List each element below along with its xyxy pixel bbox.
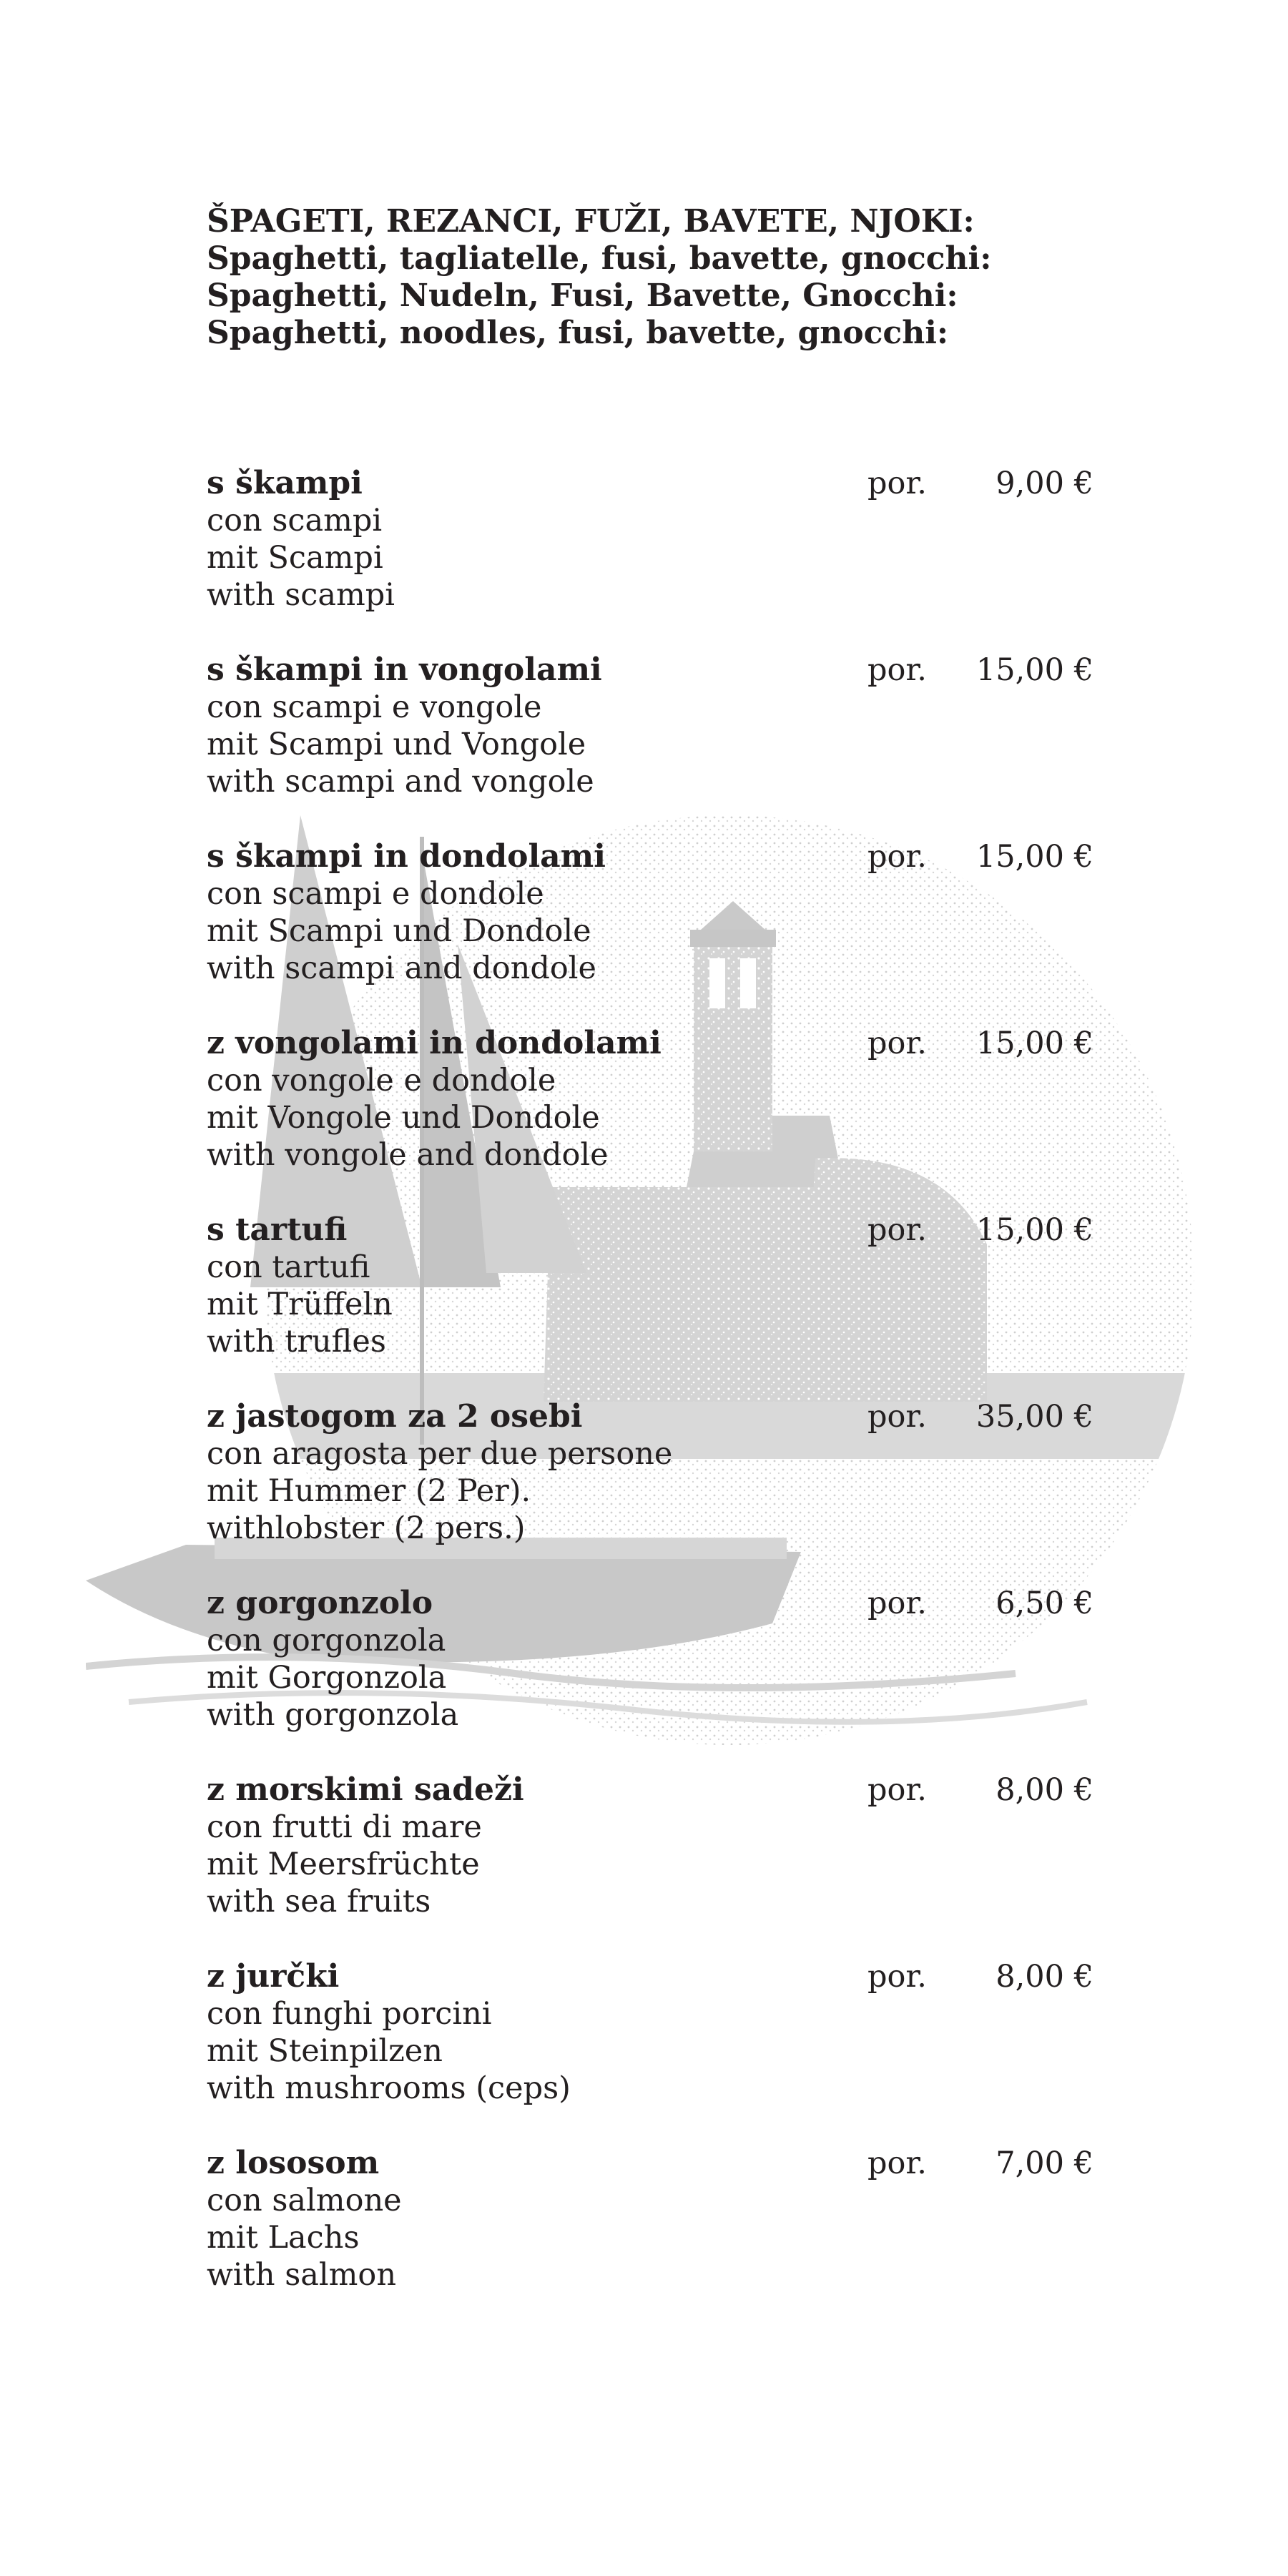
item-desc-it: con salmone [207, 2183, 402, 2218]
item-price: 6,50 € [996, 1586, 1093, 1621]
item-name: z lososom [207, 2145, 380, 2181]
item-price: 15,00 € [975, 1212, 1093, 1248]
item-unit: por. [867, 1212, 927, 1248]
item-desc-en: with scampi and dondole [207, 950, 596, 986]
item-desc-en: with scampi and vongole [207, 764, 594, 800]
item-desc-en: with gorgonzola [207, 1697, 459, 1733]
item-name: z gorgonzolo [207, 1585, 433, 1621]
menu-item [207, 1585, 1093, 1749]
menu-item [207, 1398, 1093, 1563]
item-desc-it: con scampi [207, 503, 383, 539]
header-title-en: Spaghetti, noodles, fusi, bavette, gnocchi: [207, 315, 949, 351]
item-desc-en: with vongole and dondole [207, 1137, 609, 1173]
item-desc-it: con funghi porcini [207, 1996, 492, 2032]
item-desc-it: con scampi e dondole [207, 876, 544, 912]
item-desc-de: mit Steinpilzen [207, 2033, 443, 2069]
item-desc-de: mit Vongole und Dondole [207, 1100, 600, 1136]
item-desc-it: con frutti di mare [207, 1809, 482, 1845]
item-name: z jurčki [207, 1958, 340, 1995]
item-unit: por. [867, 839, 927, 875]
header-title-it: Spaghetti, tagliatelle, fusi, bavette, gnocchi: [207, 240, 992, 277]
menu-item [207, 652, 1093, 816]
item-desc-de: mit Scampi [207, 540, 383, 576]
item-desc-en: withlobster (2 pers.) [207, 1510, 526, 1546]
item-price: 15,00 € [975, 1026, 1093, 1061]
item-unit: por. [867, 2145, 927, 2181]
item-name: z vongolami in dondolami [207, 1025, 662, 1061]
menu-item [207, 1958, 1093, 2123]
item-desc-de: mit Hummer (2 Per). [207, 1473, 531, 1509]
item-desc-en: with mushrooms (ceps) [207, 2070, 571, 2106]
item-price: 15,00 € [975, 652, 1093, 688]
item-desc-it: con scampi e vongole [207, 689, 542, 725]
menu-item [207, 1211, 1093, 1376]
menu-item [207, 465, 1093, 629]
item-desc-en: with scampi [207, 577, 395, 613]
item-unit: por. [867, 466, 927, 501]
item-desc-de: mit Meersfrüchte [207, 1847, 480, 1882]
item-desc-de: mit Scampi und Vongole [207, 727, 586, 762]
item-desc-de: mit Trüffeln [207, 1287, 393, 1322]
item-price: 7,00 € [996, 2145, 1093, 2181]
item-price: 15,00 € [975, 839, 1093, 875]
item-desc-en: with salmon [207, 2257, 397, 2293]
item-desc-en: with trufles [207, 1324, 386, 1360]
item-name: s škampi [207, 465, 363, 501]
item-name: s tartufi [207, 1211, 348, 1248]
item-name: s škampi in dondolami [207, 838, 606, 875]
menu-item [207, 1025, 1093, 1189]
item-desc-en: with sea fruits [207, 1884, 431, 1919]
menu-item [207, 2145, 1093, 2309]
item-unit: por. [867, 652, 927, 688]
item-unit: por. [867, 1772, 927, 1808]
item-name: z morskimi sadeži [207, 1771, 524, 1808]
item-desc-de: mit Scampi und Dondole [207, 913, 591, 949]
item-price: 8,00 € [996, 1772, 1093, 1808]
item-desc-de: mit Gorgonzola [207, 1660, 447, 1696]
item-name: z jastogom za 2 osebi [207, 1398, 583, 1435]
item-price: 35,00 € [975, 1399, 1093, 1435]
item-desc-it: con gorgonzola [207, 1623, 446, 1658]
item-unit: por. [867, 1959, 927, 1995]
header-title-de: Spaghetti, Nudeln, Fusi, Bavette, Gnocchi: [207, 277, 958, 314]
item-price: 8,00 € [996, 1959, 1093, 1995]
menu-item [207, 838, 1093, 1003]
item-desc-de: mit Lachs [207, 2220, 360, 2256]
item-unit: por. [867, 1586, 927, 1621]
item-name: s škampi in vongolami [207, 652, 602, 688]
item-desc-it: con tartufi [207, 1249, 370, 1285]
header-title-sl: ŠPAGETI, REZANCI, FUŽI, BAVETE, NJOKI: [207, 203, 975, 240]
menu-item [207, 1771, 1093, 1936]
item-desc-it: con aragosta per due persone [207, 1436, 673, 1472]
item-unit: por. [867, 1026, 927, 1061]
section-header [207, 203, 1136, 352]
item-price: 9,00 € [996, 466, 1093, 501]
item-desc-it: con vongole e dondole [207, 1063, 556, 1098]
item-unit: por. [867, 1399, 927, 1435]
